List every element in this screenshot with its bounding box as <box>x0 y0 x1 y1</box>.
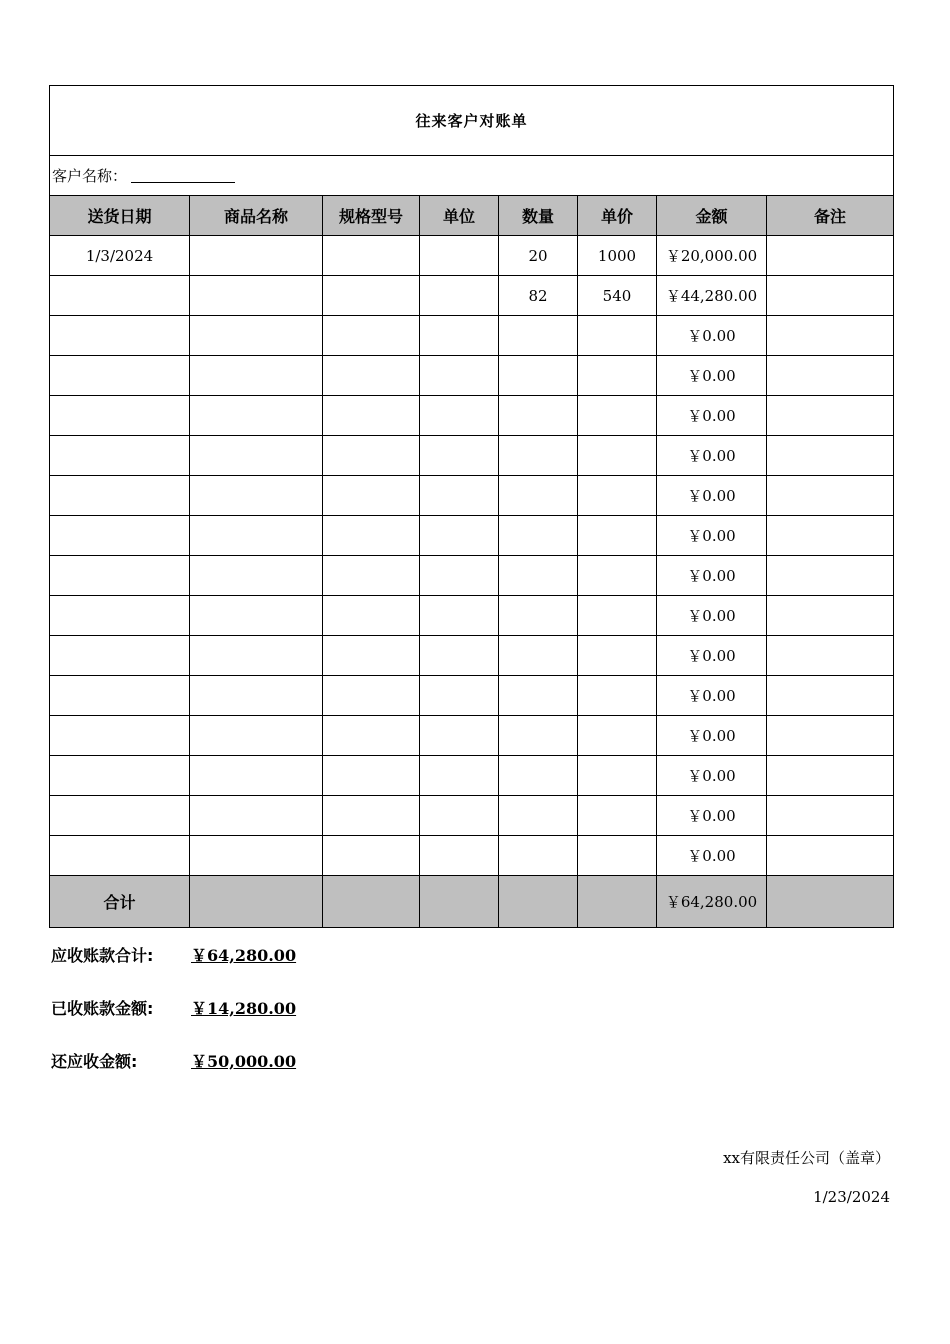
table-row <box>50 476 894 516</box>
cell-amount[interactable]: ￥0.00 <box>657 676 767 716</box>
table-row <box>50 636 894 676</box>
cell-unit-price[interactable] <box>578 836 657 876</box>
cell-spec-model[interactable] <box>323 476 420 516</box>
cell-unit[interactable] <box>420 476 499 516</box>
cell-delivery-date[interactable] <box>50 516 190 556</box>
receivable-label: 应收账款合计: <box>51 946 154 965</box>
cell-delivery-date[interactable] <box>50 396 190 436</box>
cell-quantity[interactable] <box>499 556 578 596</box>
cell-amount[interactable]: ￥0.00 <box>657 796 767 836</box>
total-row <box>50 876 894 928</box>
table-row <box>50 396 894 436</box>
header-unit-price: 单价 <box>578 196 657 236</box>
cell-spec-model[interactable] <box>323 356 420 396</box>
cell-unit[interactable] <box>420 756 499 796</box>
cell-delivery-date[interactable] <box>50 316 190 356</box>
header-delivery-date: 送货日期 <box>50 196 190 236</box>
cell-unit[interactable] <box>420 676 499 716</box>
cell-remarks[interactable] <box>767 556 894 596</box>
cell-amount[interactable]: ￥0.00 <box>657 516 767 556</box>
cell-spec-model[interactable] <box>323 516 420 556</box>
cell-remarks[interactable] <box>767 596 894 636</box>
cell-unit-price[interactable]: 540 <box>578 276 657 316</box>
outstanding-label: 还应收金额: <box>51 1052 138 1071</box>
header-quantity: 数量 <box>499 196 578 236</box>
cell-quantity[interactable] <box>499 756 578 796</box>
cell-delivery-date[interactable] <box>50 636 190 676</box>
cell-unit[interactable] <box>420 276 499 316</box>
table-row <box>50 596 894 636</box>
cell-delivery-date[interactable] <box>50 556 190 596</box>
header-product-name: 商品名称 <box>190 196 323 236</box>
total-unit <box>420 876 499 928</box>
header-amount: 金额 <box>657 196 767 236</box>
cell-product-name[interactable] <box>190 476 323 516</box>
cell-spec-model[interactable] <box>323 236 420 276</box>
cell-unit-price[interactable] <box>578 356 657 396</box>
cell-unit[interactable] <box>420 716 499 756</box>
cell-unit[interactable] <box>420 356 499 396</box>
company-seal: xx有限责任公司（盖章） <box>723 1149 890 1167</box>
cell-remarks[interactable] <box>767 276 894 316</box>
cell-amount[interactable]: ￥0.00 <box>657 356 767 396</box>
cell-product-name[interactable] <box>190 316 323 356</box>
cell-unit[interactable] <box>420 516 499 556</box>
cell-remarks[interactable] <box>767 716 894 756</box>
cell-remarks[interactable] <box>767 396 894 436</box>
cell-delivery-date[interactable] <box>50 356 190 396</box>
cell-product-name[interactable] <box>190 236 323 276</box>
table-row <box>50 676 894 716</box>
total-amount: ￥64,280.00 <box>657 876 767 928</box>
cell-quantity[interactable] <box>499 516 578 556</box>
customer-row <box>50 156 894 196</box>
cell-spec-model[interactable] <box>323 756 420 796</box>
cell-unit-price[interactable] <box>578 636 657 676</box>
cell-unit-price[interactable] <box>578 556 657 596</box>
cell-unit-price[interactable] <box>578 676 657 716</box>
cell-amount[interactable]: ￥0.00 <box>657 836 767 876</box>
total-product-name <box>190 876 323 928</box>
cell-spec-model[interactable] <box>323 316 420 356</box>
cell-remarks[interactable] <box>767 516 894 556</box>
table-row <box>50 516 894 556</box>
cell-delivery-date[interactable] <box>50 836 190 876</box>
cell-amount[interactable]: ￥0.00 <box>657 476 767 516</box>
cell-remarks[interactable] <box>767 836 894 876</box>
cell-amount[interactable]: ￥0.00 <box>657 756 767 796</box>
cell-amount[interactable]: ￥20,000.00 <box>657 236 767 276</box>
cell-quantity[interactable]: 82 <box>499 276 578 316</box>
cell-unit-price[interactable] <box>578 756 657 796</box>
customer-label: 客户名称： <box>52 167 128 185</box>
cell-unit[interactable] <box>420 836 499 876</box>
cell-product-name[interactable] <box>190 556 323 596</box>
cell-amount[interactable]: ￥0.00 <box>657 596 767 636</box>
cell-remarks[interactable] <box>767 436 894 476</box>
outstanding-value: ￥50,000.00 <box>191 1052 297 1071</box>
cell-spec-model[interactable] <box>323 396 420 436</box>
total-label: 合计 <box>50 876 190 928</box>
statement-table <box>49 85 894 928</box>
cell-amount[interactable]: ￥0.00 <box>657 396 767 436</box>
cell-unit[interactable] <box>420 596 499 636</box>
cell-unit-price[interactable] <box>578 316 657 356</box>
cell-quantity[interactable] <box>499 596 578 636</box>
cell-amount[interactable]: ￥44,280.00 <box>657 276 767 316</box>
header-spec-model: 规格型号 <box>323 196 420 236</box>
cell-quantity[interactable] <box>499 436 578 476</box>
cell-spec-model[interactable] <box>323 436 420 476</box>
total-quantity <box>499 876 578 928</box>
total-unit-price <box>578 876 657 928</box>
cell-spec-model[interactable] <box>323 836 420 876</box>
cell-amount[interactable]: ￥0.00 <box>657 436 767 476</box>
cell-spec-model[interactable] <box>323 636 420 676</box>
header-remarks: 备注 <box>767 196 894 236</box>
cell-spec-model[interactable] <box>323 596 420 636</box>
table-row <box>50 756 894 796</box>
cell-unit[interactable] <box>420 436 499 476</box>
cell-amount[interactable]: ￥0.00 <box>657 716 767 756</box>
cell-spec-model[interactable] <box>323 556 420 596</box>
cell-quantity[interactable] <box>499 636 578 676</box>
cell-quantity[interactable] <box>499 396 578 436</box>
cell-unit-price[interactable] <box>578 396 657 436</box>
statement-date: 1/23/2024 <box>813 1188 890 1206</box>
table-row <box>50 276 894 316</box>
cell-amount[interactable]: ￥0.00 <box>657 556 767 596</box>
cell-unit-price[interactable] <box>578 516 657 556</box>
cell-delivery-date[interactable] <box>50 276 190 316</box>
cell-unit-price[interactable] <box>578 596 657 636</box>
received-value: ￥14,280.00 <box>191 999 297 1018</box>
receivable-value: ￥64,280.00 <box>191 946 297 965</box>
cell-remarks[interactable] <box>767 316 894 356</box>
cell-product-name[interactable] <box>190 796 323 836</box>
cell-unit-price[interactable]: 1000 <box>578 236 657 276</box>
cell-quantity[interactable] <box>499 836 578 876</box>
table-row <box>50 356 894 396</box>
cell-unit[interactable] <box>420 316 499 356</box>
cell-product-name[interactable] <box>190 756 323 796</box>
cell-remarks[interactable] <box>767 676 894 716</box>
cell-unit[interactable] <box>420 396 499 436</box>
cell-product-name[interactable] <box>190 396 323 436</box>
cell-delivery-date[interactable] <box>50 796 190 836</box>
cell-quantity[interactable] <box>499 676 578 716</box>
cell-quantity[interactable] <box>499 356 578 396</box>
cell-spec-model[interactable] <box>323 676 420 716</box>
cell-quantity[interactable]: 20 <box>499 236 578 276</box>
cell-remarks[interactable] <box>767 476 894 516</box>
total-remarks <box>767 876 894 928</box>
cell-product-name[interactable] <box>190 356 323 396</box>
cell-unit-price[interactable] <box>578 796 657 836</box>
table-row <box>50 836 894 876</box>
receivable-total <box>51 943 296 966</box>
cell-product-name[interactable] <box>190 676 323 716</box>
cell-quantity[interactable] <box>499 316 578 356</box>
cell-unit[interactable] <box>420 236 499 276</box>
cell-delivery-date[interactable] <box>50 676 190 716</box>
cell-delivery-date[interactable] <box>50 436 190 476</box>
cell-spec-model[interactable] <box>323 796 420 836</box>
table-row <box>50 436 894 476</box>
cell-amount[interactable]: ￥0.00 <box>657 636 767 676</box>
table-row <box>50 716 894 756</box>
statement-sheet <box>49 85 893 928</box>
table-row <box>50 316 894 356</box>
cell-spec-model[interactable] <box>323 716 420 756</box>
cell-remarks[interactable] <box>767 636 894 676</box>
cell-quantity[interactable] <box>499 716 578 756</box>
cell-product-name[interactable] <box>190 516 323 556</box>
cell-delivery-date[interactable] <box>50 476 190 516</box>
outstanding-amount <box>51 1049 296 1072</box>
table-row <box>50 236 894 276</box>
cell-spec-model[interactable] <box>323 276 420 316</box>
cell-unit-price[interactable] <box>578 716 657 756</box>
cell-quantity[interactable] <box>499 476 578 516</box>
cell-product-name[interactable] <box>190 596 323 636</box>
received-amount <box>51 996 296 1019</box>
cell-delivery-date[interactable]: 1/3/2024 <box>50 236 190 276</box>
cell-remarks[interactable] <box>767 236 894 276</box>
cell-amount[interactable]: ￥0.00 <box>657 316 767 356</box>
cell-product-name[interactable] <box>190 436 323 476</box>
cell-remarks[interactable] <box>767 756 894 796</box>
table-header <box>50 196 894 236</box>
cell-unit-price[interactable] <box>578 476 657 516</box>
cell-product-name[interactable] <box>190 636 323 676</box>
table-row <box>50 556 894 596</box>
table-row <box>50 796 894 836</box>
cell-remarks[interactable] <box>767 796 894 836</box>
cell-quantity[interactable] <box>499 796 578 836</box>
document-title: 往来客户对账单 <box>50 86 894 156</box>
cell-product-name[interactable] <box>190 836 323 876</box>
customer-name-field[interactable] <box>131 168 235 183</box>
cell-delivery-date[interactable] <box>50 756 190 796</box>
cell-unit[interactable] <box>420 796 499 836</box>
header-unit: 单位 <box>420 196 499 236</box>
cell-unit[interactable] <box>420 636 499 676</box>
cell-product-name[interactable] <box>190 276 323 316</box>
received-label: 已收账款金额: <box>51 999 154 1018</box>
cell-unit-price[interactable] <box>578 436 657 476</box>
cell-unit[interactable] <box>420 556 499 596</box>
cell-delivery-date[interactable] <box>50 716 190 756</box>
cell-remarks[interactable] <box>767 356 894 396</box>
total-spec-model <box>323 876 420 928</box>
cell-product-name[interactable] <box>190 716 323 756</box>
cell-delivery-date[interactable] <box>50 596 190 636</box>
